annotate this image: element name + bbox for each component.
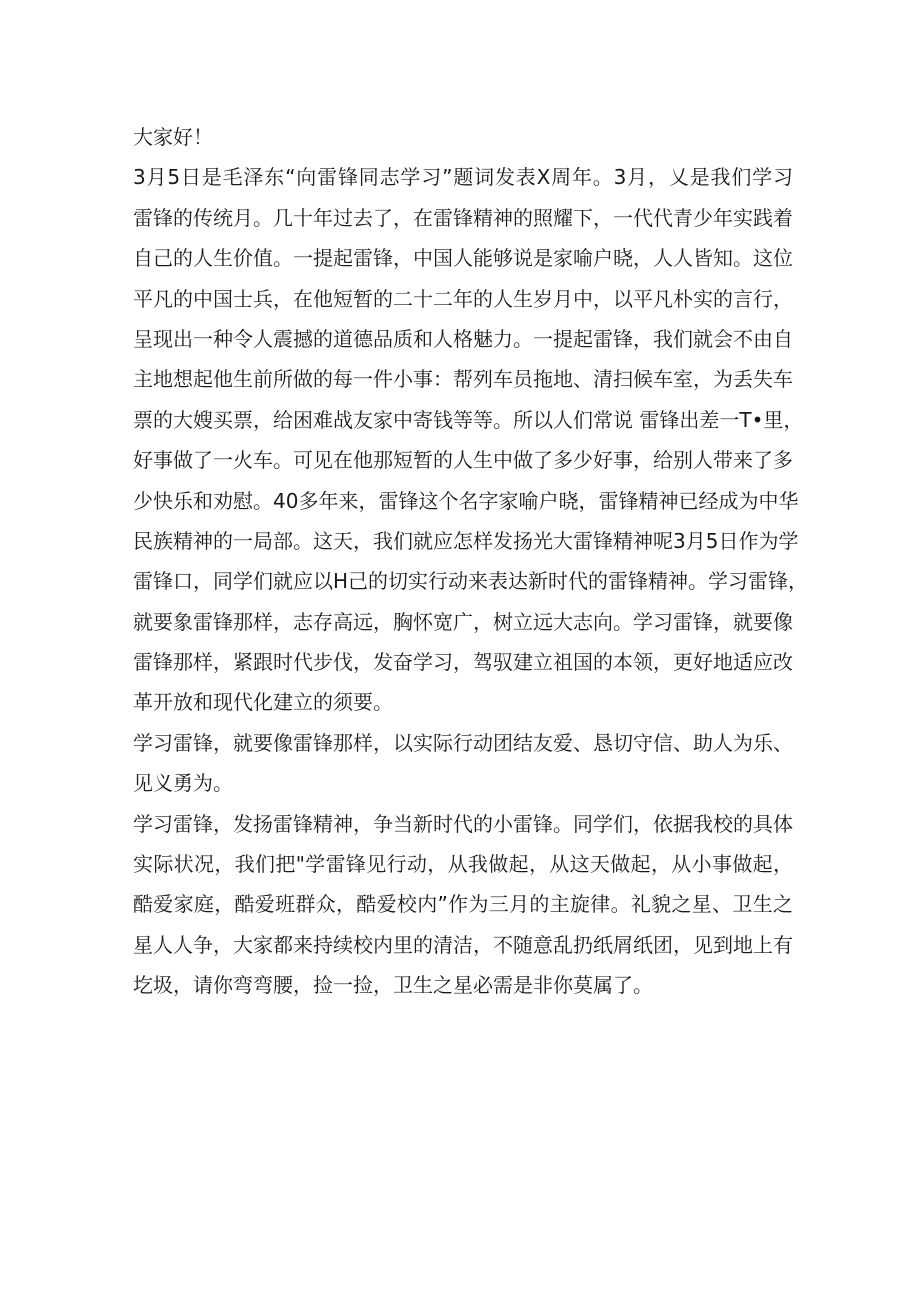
text-line: 雷锋那样，紧跟时代步伐，发奋学习，驾驭建立祖国的本领，更好地适应改 [133,650,793,675]
text-line: 3月5日是毛泽东“向雷锋同志学习”题词发表X周年。3月，乂是我们学习 [133,165,793,190]
text-line: 酷爱家庭，酷爱班群众，酷爱校内”作为三月的主旋律。礼貌之星、卫生之 [133,892,793,917]
text-line: 见义勇为。 [133,771,233,796]
text-line: 大家好！ [133,125,213,149]
paragraph-greeting [133,117,793,157]
text-line: 呈现出一种令人震撼的道德品质和人格魅力。一提起雷锋，我们就会不由自 [133,326,793,351]
text-line: 自己的人生价值。一提起雷锋，中国人能够说是家喻户晓，人人皆知。这位 [133,246,793,271]
text-line: 雷锋口，同学们就应以H己的切实行动来表达新时代的雷锋精神。学习雷锋， [133,569,809,594]
text-line: 平凡的中国士兵，在他短暂的二十二年的人生岁月中，以平凡朴实的言行， [133,286,793,311]
paragraph-action [133,804,793,1006]
text-line: 革开放和现代化建立的须要。 [133,690,393,715]
document-body [133,117,809,1006]
text-line: 民族精神的一局部。这天，我们就应怎样发扬光大雷锋精神呢3月5日作为学 [133,528,799,553]
text-line: 少快乐和劝慰。40多年来，雷锋这个名字家喻户晓，雷锋精神已经成为中华 [133,488,799,513]
text-line: 好事做了一火车。可见在他那短暂的人生中做了多少好事，给别人带来了多 [133,448,793,473]
text-line: 票的大嫂买票，给困难战友家中寄钱等等。所以人们常说 雷锋出差一T•里， [133,407,804,432]
text-line: 星人人争，大家都来持续校内里的清洁，不随意乱扔纸屑纸团，见到地上有 [133,932,793,957]
paragraph-friendship [133,723,793,804]
text-line: 学习雷锋，就要像雷锋那样，以实际行动团结友爱、恳切守信、助人为乐、 [133,730,793,755]
text-line: 主地想起他生前所做的每一件小事：帮列车员拖地、清扫候车室，为丢失车 [133,367,793,392]
text-line: 实际状况，我们把"学雷锋见行动，从我做起，从这天做起，从小事做起， [133,852,793,877]
text-line: 就要象雷锋那样，志存高远，胸怀宽广，树立远大志向。学习雷锋，就要像 [133,609,793,634]
text-line: 圪圾，请你弯弯腰，捡一捡，卫生之星必需是非你莫属了。 [133,973,653,998]
text-line: 学习雷锋，发扬雷锋精神，争当新时代的小雷锋。同学们，依据我校的具体 [133,811,793,836]
paragraph-intro [133,157,809,722]
text-line: 雷锋的传统月。几十年过去了，在雷锋精神的照耀下，一代代青少年实践着 [133,205,793,230]
